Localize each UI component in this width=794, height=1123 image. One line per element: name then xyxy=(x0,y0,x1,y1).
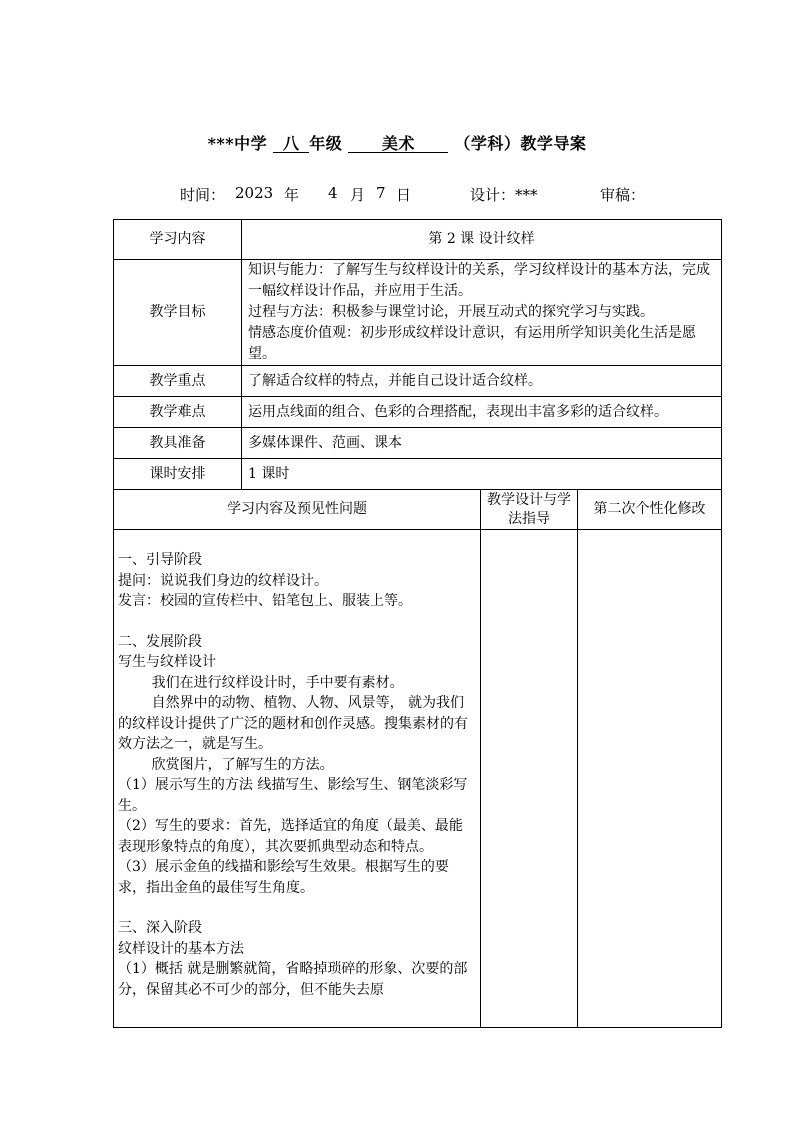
content-line: 三、深入阶段 xyxy=(118,920,202,936)
column-header: 学习内容及预见性问题 xyxy=(114,490,481,530)
spacer xyxy=(118,898,476,918)
goal-line: 情感态度价值观：初步形成纹样设计意识，有运用所学知识美化生活是愿望。 xyxy=(248,325,696,362)
content-line: （2）写生的要求：首先，选择适宜的角度（最美、最能表现形象特点的角度），其次要抓典型动态和特点。 xyxy=(118,818,463,855)
row-learning-content xyxy=(114,220,722,260)
content-row xyxy=(114,530,722,1028)
lesson-content-cell xyxy=(114,530,481,1028)
row-value: 1 课时 xyxy=(242,459,722,490)
review-label: 审稿： xyxy=(600,186,646,204)
day-unit: 日 xyxy=(396,186,412,204)
row-key-points xyxy=(114,366,722,397)
row-value xyxy=(242,260,722,366)
row-value: 运用点线面的组合、色彩的合理搭配，表现出丰富多彩的适合纹样。 xyxy=(242,397,722,428)
row-value: 了解适合纹样的特点，并能自己设计适合纹样。 xyxy=(242,366,722,397)
content-line: （3）展示金鱼的线描和影绘写生效果。根据写生的要求，指出金鱼的最佳写生角度。 xyxy=(118,859,449,896)
row-label: 学习内容 xyxy=(114,220,242,260)
day-value: 7 xyxy=(376,184,386,202)
grade-suffix: 年级 xyxy=(309,134,343,153)
row-materials xyxy=(114,428,722,459)
design-guidance-cell xyxy=(481,530,578,1028)
spacer xyxy=(118,612,476,632)
content-line: 我们在进行纹样设计时，手中要有素材。 xyxy=(151,674,404,691)
row-schedule xyxy=(114,459,722,490)
row-label: 教学目标 xyxy=(114,260,242,366)
content-line: 提问：说说我们身边的纹样设计。 xyxy=(118,572,328,589)
row-label: 教学重点 xyxy=(114,366,242,397)
grade-value: 八 xyxy=(273,135,309,153)
goal-line: 知识与能力：了解写生与纹样设计的关系，学习纹样设计的基本方法，完成一幅纹样设计作品，并应用于生活。 xyxy=(248,262,710,299)
subject-value: 美术 xyxy=(348,135,448,153)
row-label: 教具准备 xyxy=(114,428,242,459)
column-header-row xyxy=(114,490,722,530)
month-value: 4 xyxy=(328,184,338,202)
row-label: 教学难点 xyxy=(114,397,242,428)
content-line: 纹样设计的基本方法 xyxy=(118,940,244,957)
row-value: 多媒体课件、范画、课本 xyxy=(242,428,722,459)
year-value: 2023 xyxy=(235,184,274,202)
column-header: 教学设计与学法指导 xyxy=(481,490,578,530)
revision-cell xyxy=(578,530,722,1028)
content-line: 一、引导阶段 xyxy=(118,552,202,568)
school-name: ***中学 xyxy=(207,134,268,153)
content-line: 发言：校园的宣传栏中、铅笔包上、服装上等。 xyxy=(118,593,412,609)
row-difficulties xyxy=(114,397,722,428)
content-line: 欣赏图片，了解写生的方法。 xyxy=(151,756,334,773)
row-value: 第 2 课 设计纹样 xyxy=(242,220,722,260)
design-label: 设计：*** xyxy=(470,186,538,204)
lesson-plan-table xyxy=(113,219,722,1028)
year-unit: 年 xyxy=(284,186,300,204)
content-line: 写生与纹样设计 xyxy=(118,654,216,670)
title-suffix: （学科）教学导案 xyxy=(454,134,587,153)
month-unit: 月 xyxy=(350,186,366,204)
row-teaching-goals xyxy=(114,260,722,366)
row-label: 课时安排 xyxy=(114,459,242,490)
document-title xyxy=(0,131,794,154)
content-line: （1）概括 就是删繁就简，省略掉琐碎的形象、次要的部分，保留其必不可少的部分，但不能失去原 xyxy=(118,961,468,998)
column-header: 第二次个性化修改 xyxy=(578,490,722,530)
content-line: 自然界中的动物、植物、人物、风景等， 就为我们的纹样设计提供了广泛的题材和创作灵感。搜集素材的有效方法之一，就是写生。 xyxy=(118,695,468,752)
goal-line: 过程与方法：积极参与课堂讨论，开展互动式的探究学习与实践。 xyxy=(248,304,654,320)
time-label: 时间： xyxy=(180,186,226,204)
content-line: （1）展示写生的方法 线描写生、影绘写生、钢笔淡彩写生。 xyxy=(118,777,468,814)
content-line: 二、发展阶段 xyxy=(118,633,202,650)
